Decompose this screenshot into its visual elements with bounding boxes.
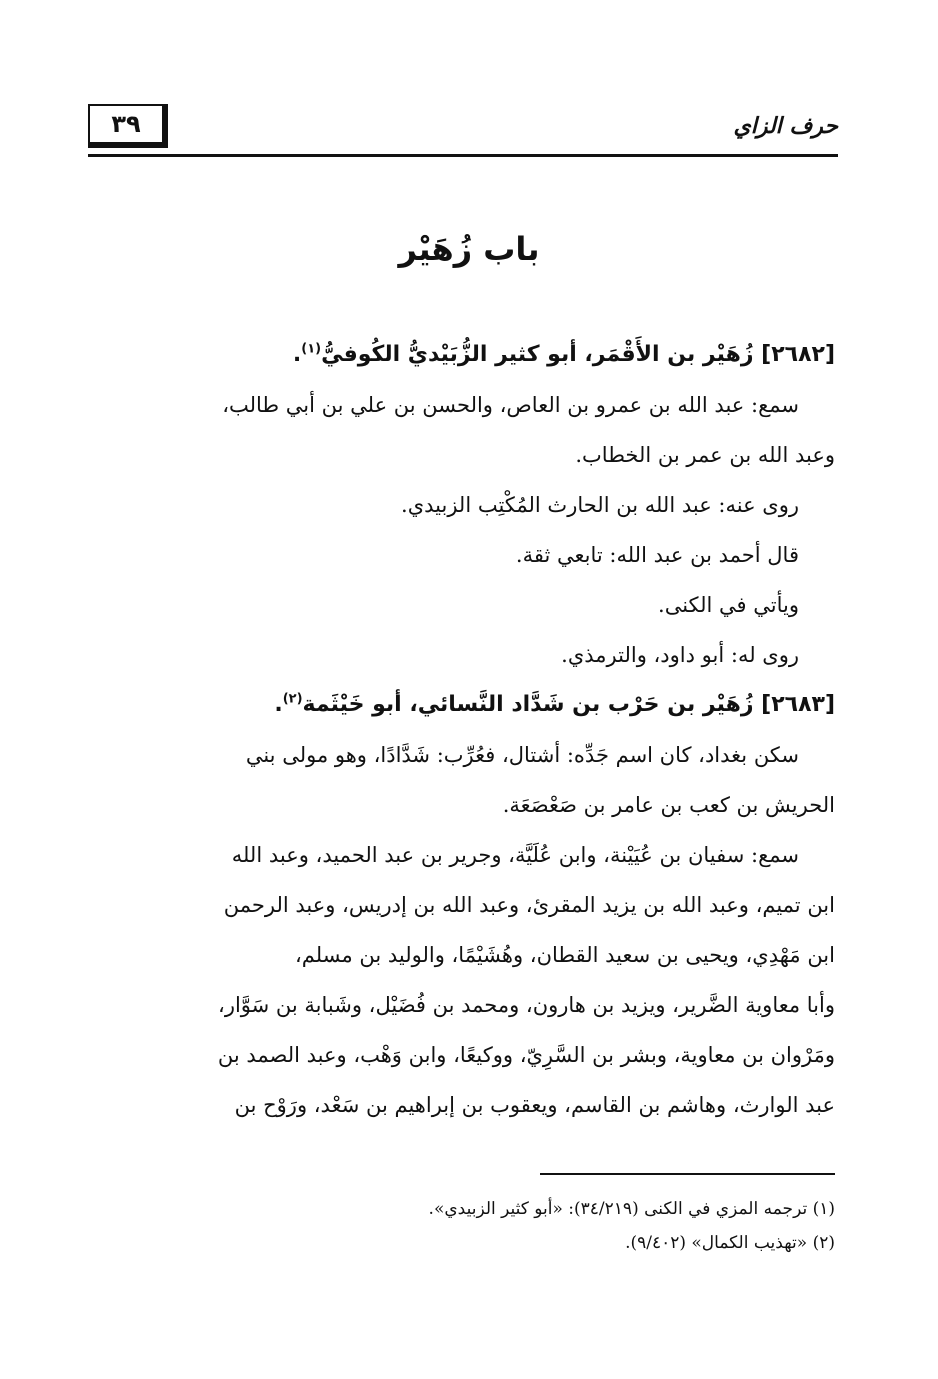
text-line: سمع: سفيان بن عُيَيْنة، وابن عُلَيَّة، وجرير بن عبد الحميد، وعبد الله (231, 843, 799, 867)
text-line: عبد الوارث، وهاشم بن القاسم، ويعقوب بن إبراهيم بن سَعْد، ورَوْح بن (234, 1093, 835, 1117)
entry-heading-text: [٢٦٨٣] زُهَيْر بن حَرْب بن شَدَّاد النَّسائي، أبو خَيْثَمة (302, 692, 835, 717)
text-line: روى عنه: عبد الله بن الحارث المُكْتِب الزبيدي. (401, 493, 799, 517)
text-line: الحريش بن كعب بن عامر بن صَعْصَعَة. (502, 793, 835, 817)
text-line: ومَرْوان بن معاوية، وبشر بن السَّرِيّ، ووكيعًا، وابن وَهْب، وعبد الصمد بن (217, 1043, 835, 1067)
text-line: ابن مَهْدِي، ويحيى بن سعيد القطان، وهُشَيْمًا، والوليد بن مسلم، (295, 943, 835, 967)
text-line: ابن تميم، وعبد الله بن يزيد المقرئ، وعبد الله بن إدريس، وعبد الرحمن (223, 893, 835, 917)
running-header (88, 100, 838, 160)
footnote-ref: (١) (301, 341, 322, 357)
entry-heading: [٢٦٨٢] زُهَيْر بن الأَقْمَر، أبو كثير الزُّبَيْديُّ الكُوفيُّ$^{(١)}$. (292, 341, 835, 367)
text-line: سمع: عبد الله بن عمرو بن العاص، والحسن بن علي بن أبي طالب، (222, 393, 799, 417)
footnote-2: (٢) «تهذيب الكمال» (٩/٤٠٢). (625, 1233, 835, 1253)
entry-heading: [٢٦٨٣] زُهَيْر بن حَرْب بن شَدَّاد النَّسائي، أبو خَيْثَمة$^{(٢)}$. (274, 691, 835, 717)
running-title: حرف الزاي (733, 114, 838, 139)
page-number: ٣٩ (88, 104, 168, 148)
chapter-title: باب زُهَيْر (398, 230, 540, 268)
footnote-1: (١) ترجمه المزي في الكنى (٣٤/٢١٩): «أبو كثير الزبيدي». (428, 1199, 835, 1219)
footnotes (95, 1192, 835, 1260)
entry-heading-text: [٢٦٨٢] زُهَيْر بن الأَقْمَر، أبو كثير الزُّبَيْديُّ الكُوفيُّ (321, 342, 835, 367)
footnote-rule (540, 1173, 835, 1175)
text-line: وأبا معاوية الضَّرير، ويزيد بن هارون، ومحمد بن فُضَيْل، وشَبابة بن سَوَّار، (218, 993, 835, 1017)
footnote-ref: (٢) (282, 691, 303, 707)
text-line: ويأتي في الكنى. (658, 593, 799, 617)
text-line: قال أحمد بن عبد الله: تابعي ثقة. (515, 543, 799, 567)
body-text (95, 330, 835, 1130)
text-line: سكن بغداد، كان اسم جَدِّه: أشتال، فعُرِّب: شَدَّادًا، وهو مولى بني (245, 743, 799, 767)
text-line: وعبد الله بن عمر بن الخطاب. (575, 443, 835, 467)
text-line: روى له: أبو داود، والترمذي. (561, 643, 799, 667)
header-rule (88, 154, 838, 157)
